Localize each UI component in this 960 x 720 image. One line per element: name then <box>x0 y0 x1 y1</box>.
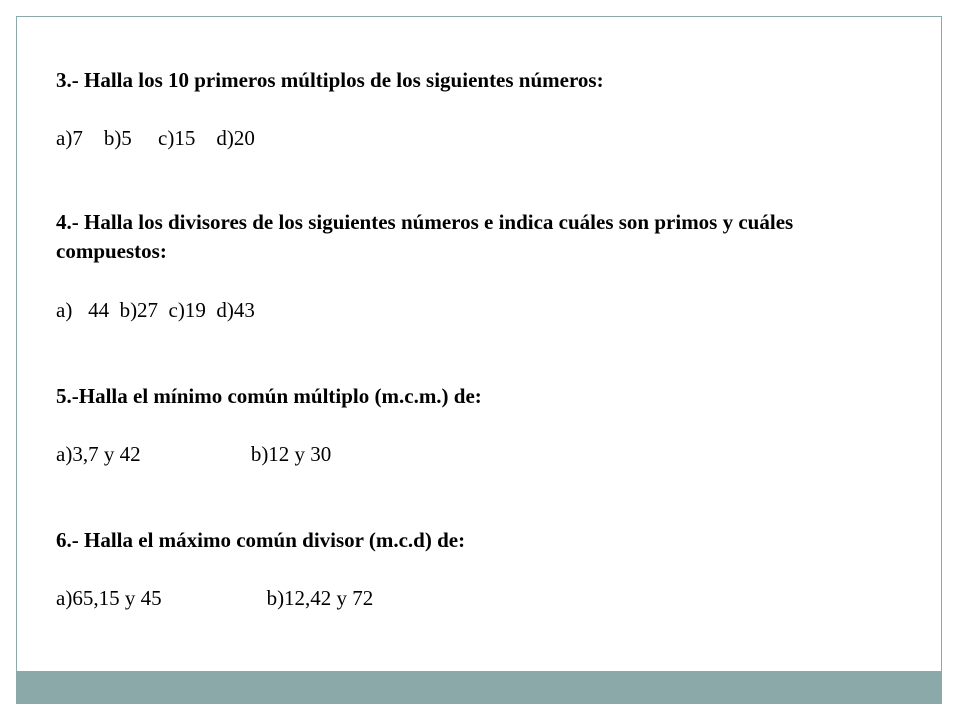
exercise-4-items: a) 44 b)27 c)19 d)43 <box>56 298 255 322</box>
exercise-3-heading: 3.- Halla los 10 primeros múltiplos de los siguientes números: <box>56 68 604 92</box>
exercise-6-items: a)65,15 y 45 b)12,42 y 72 <box>56 586 374 610</box>
exercise-5-items: a)3,7 y 42 b)12 y 30 <box>56 442 332 466</box>
exercise-5-heading: 5.-Halla el mínimo común múltiplo (m.c.m.) de: <box>56 384 482 408</box>
exercise-4-heading: 4.- Halla los divisores de los siguientes números e indica cuáles son primos y cuáles compuestos: <box>56 210 794 263</box>
exercise-3-items: a)7 b)5 c)15 d)20 <box>56 126 255 150</box>
exercise-6-heading: 6.- Halla el máximo común divisor (m.c.d) de: <box>56 528 466 552</box>
footer-bar <box>16 671 942 704</box>
